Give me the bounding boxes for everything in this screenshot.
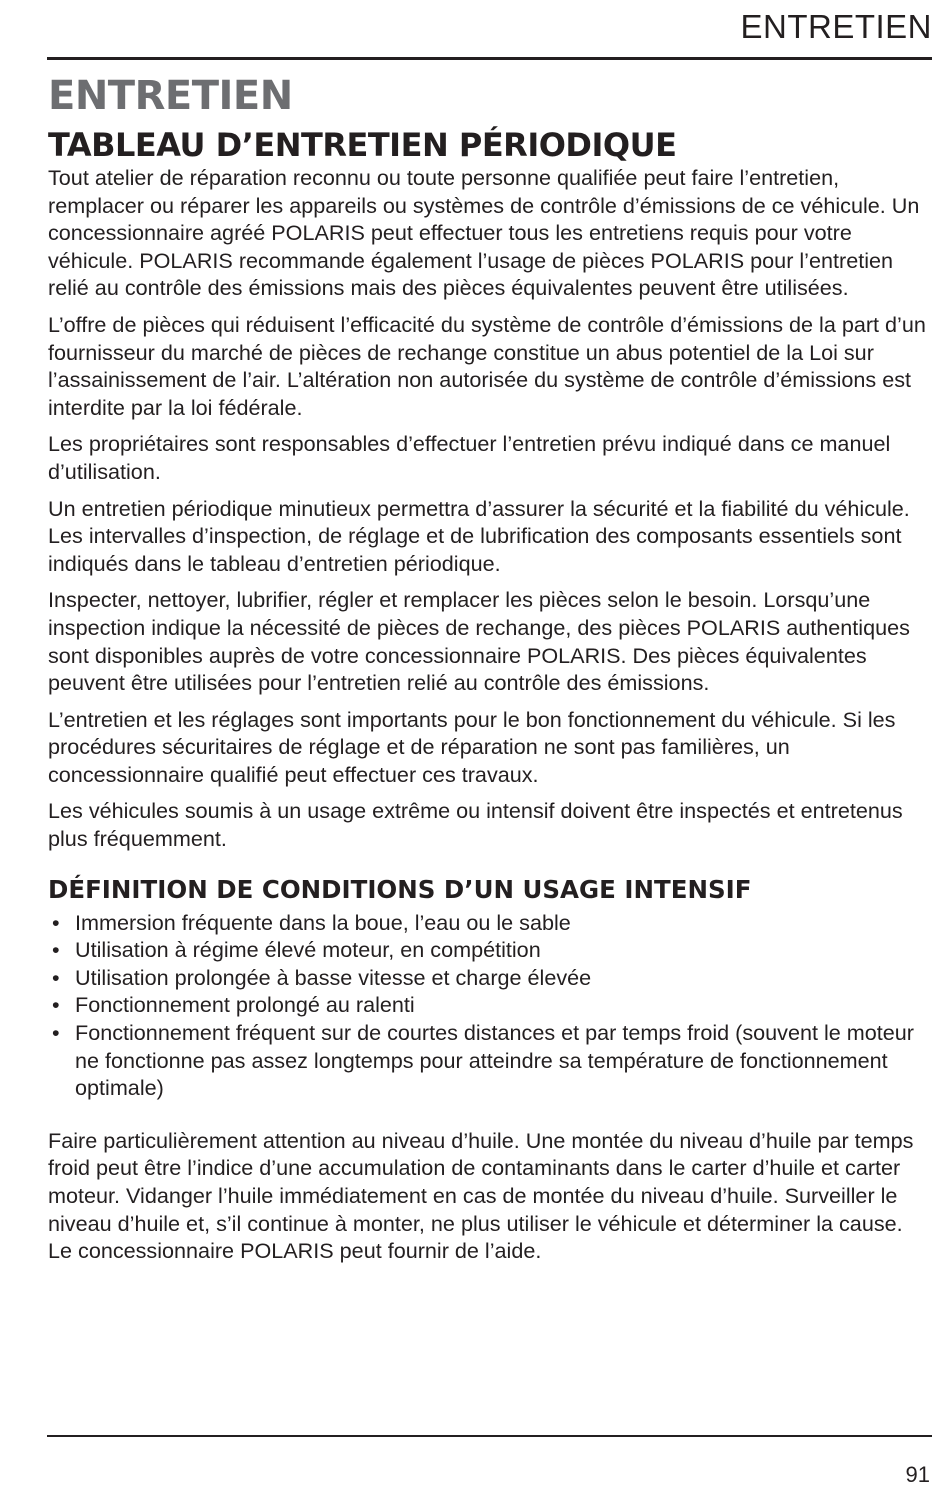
list-item <box>48 964 932 992</box>
paragraph-1: Tout atelier de réparation reconnu ou toute personne qualifiée peut faire l’entretien, remplacer ou réparer les appareils ou systèmes de contrôle d’émissions de ce véhicule. Un concessionnaire agréé POLARIS peut effectuer tous les entretiens requis pour votre véhicule. POLARIS recommande également l’usage de pièces POLARIS pour l’entretien relié au contrôle des émissions mais des pièces équivalentes peuvent être utilisées. <box>48 165 920 301</box>
page-content <box>48 72 932 1274</box>
bullet-icon: • <box>52 1020 60 1046</box>
severe-use-title: DÉFINITION DE CONDITIONS D’UN USAGE INTENSIF <box>48 874 752 904</box>
paragraph-6: L’entretien et les réglages sont importants pour le bon fonctionnement du véhicule. Si les procédures sécuritaires de réglage et de réparation ne sont pas familières, un concessionnaire qualifié peut effectuer ces travaux. <box>48 706 896 787</box>
list-item-text: Immersion fréquente dans la boue, l’eau ou le sable <box>75 909 571 935</box>
subsection-title: TABLEAU D’ENTRETIEN PÉRIODIQUE <box>48 126 677 164</box>
section-title: ENTRETIEN <box>48 73 293 119</box>
list-item-text: Utilisation prolongée à basse vitesse et charge élevée <box>75 964 592 990</box>
list-item-text: Fonctionnement prolongé au ralenti <box>75 992 415 1018</box>
list-item-text: Fonctionnement fréquent sur de courtes distances et par temps froid (souvent le moteur ne fonctionne pas assez longtemps pour atteindre sa température de fonctionnement optimale) <box>75 1020 914 1101</box>
bullet-icon: • <box>52 909 60 935</box>
page-number: 91 <box>905 1462 930 1487</box>
paragraph-7: Les véhicules soumis à un usage extrême ou intensif doivent être inspectés et entretenus plus fréquemment. <box>48 798 903 852</box>
list-item <box>48 991 932 1019</box>
running-header: ENTRETIEN <box>740 8 932 45</box>
bullet-icon: • <box>52 937 60 963</box>
bullet-icon: • <box>52 964 60 990</box>
list-item <box>48 1019 932 1102</box>
paragraph-3: Les propriétaires sont responsables d’effectuer l’entretien prévu indiqué dans ce manuel d’utilisation. <box>48 431 891 484</box>
bullet-icon: • <box>52 992 60 1018</box>
list-item-text: Utilisation à régime élevé moteur, en compétition <box>75 937 541 963</box>
paragraph-2: L’offre de pièces qui réduisent l’efficacité du système de contrôle d’émissions de la part d’un fournisseur du marché de pièces de rechange constitue un abus potentiel de la Loi sur l’assainissement de l’air. L’altération non autorisée du système de contrôle d’émissions est interdite par la loi fédérale. <box>48 311 926 420</box>
list-item <box>48 909 932 937</box>
header-rule <box>47 57 932 60</box>
oil-level-paragraph: Faire particulièrement attention au niveau d’huile. Une montée du niveau d’huile par temps froid peut être l’indice d’une accumulation de contaminants dans le carter d’huile et carter moteur. Vidanger l’huile immédiatement en cas de montée du niveau d’huile. Surveiller le niveau d’huile et, s’il continue à monter, ne plus utiliser le véhicule et déterminer la cause. Le concessionnaire POLARIS peut fournir de l’aide. <box>48 1127 914 1264</box>
list-item <box>48 936 932 964</box>
paragraph-5: Inspecter, nettoyer, lubrifier, régler et remplacer les pièces selon le besoin. Lorsqu’une inspection indique la nécessité de pièces de rechange, des pièces POLARIS authentiques sont disponibles auprès de votre concessionnaire POLARIS. Des pièces équivalentes peuvent être utilisées pour l’entretien relié au contrôle des émissions. <box>48 587 910 696</box>
footer-rule <box>47 1435 932 1437</box>
severe-use-list <box>48 909 932 1102</box>
paragraph-4: Un entretien périodique minutieux permettra d’assurer la sécurité et la fiabilité du véhicule. Les intervalles d’inspection, de réglage et de lubrification des composants essentiels sont indiqués dans le tableau d’entretien périodique. <box>48 495 910 576</box>
